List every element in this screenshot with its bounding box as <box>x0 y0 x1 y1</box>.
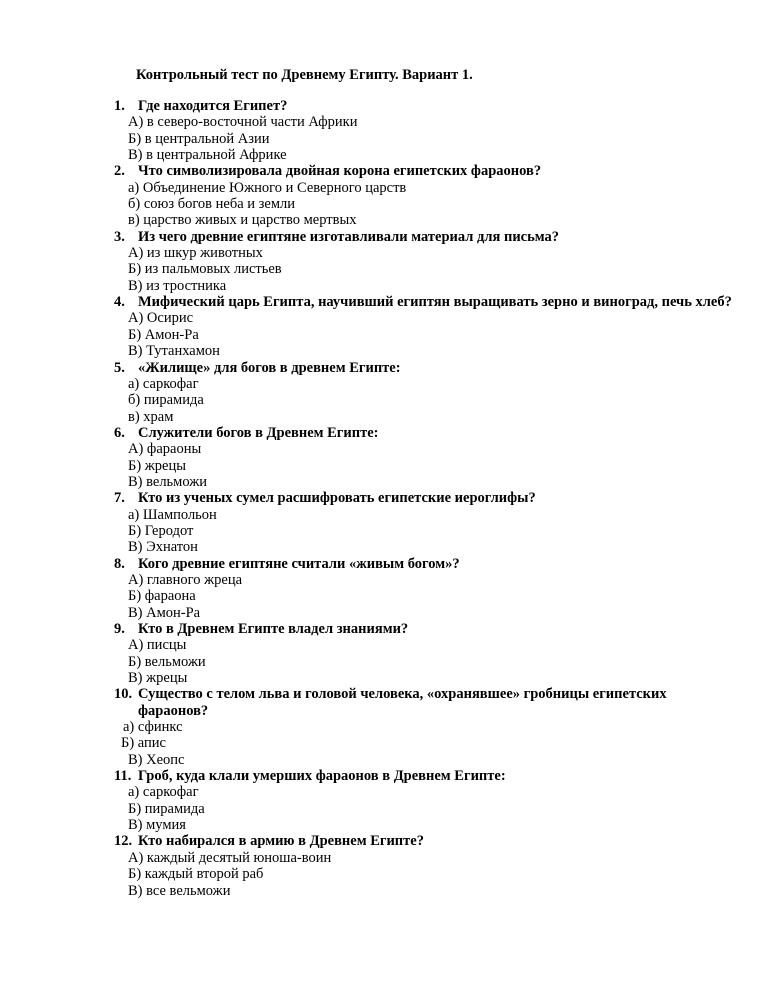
question-number: 1. <box>114 98 125 114</box>
question-line <box>114 768 734 784</box>
answer-option: А) писцы <box>128 637 187 654</box>
question-number: 7. <box>114 490 125 507</box>
question-line <box>114 833 734 849</box>
question-text: Где находится Египет? <box>138 98 288 114</box>
question-text: Что символизировала двойная корона египетских фараонов? <box>138 163 542 180</box>
question-6 <box>114 425 734 490</box>
answer-option: Б) вельможи <box>128 653 206 670</box>
question-number: 3. <box>114 228 125 245</box>
answer-option: а) Шампольон <box>128 506 217 523</box>
answer-option: А) главного жреца <box>128 571 243 588</box>
question-4 <box>114 294 734 359</box>
question-text: Из чего древние египтяне изготавливали материал для письма? <box>138 228 560 245</box>
answer-option: Б) каждый второй раб <box>128 866 264 883</box>
answer-option: В) Эхнатон <box>128 539 198 556</box>
question-11 <box>114 768 734 833</box>
answer-option: В) Амон-Ра <box>128 604 201 621</box>
answer-option: Б) фараона <box>128 588 196 605</box>
answer-option: В) жрецы <box>128 670 188 687</box>
question-3 <box>114 229 734 294</box>
answer-option: Б) жрецы <box>128 457 186 474</box>
question-text: Кто из ученых сумел расшифровать египетские иероглифы? <box>138 490 536 507</box>
question-line <box>114 425 734 441</box>
answer-option: В) Хеопс <box>128 751 185 768</box>
question-8 <box>114 556 734 621</box>
answer-option: В) в центральной Африке <box>128 147 287 164</box>
question-number: 9. <box>114 621 125 637</box>
page-title: Контрольный тест по Древнему Египту. Вариант 1. <box>136 67 473 83</box>
answer-option: В) все вельможи <box>128 882 231 899</box>
question-line <box>114 360 734 376</box>
question-line <box>114 229 734 245</box>
answer-option: А) фараоны <box>128 441 202 458</box>
question-text: Кто набирался в армию в Древнем Египте? <box>138 833 424 850</box>
question-2 <box>114 163 734 228</box>
answer-option: Б) Геродот <box>128 522 194 539</box>
answer-option: Б) пирамида <box>128 800 205 817</box>
answer-option: А) каждый десятый юноша-воин <box>128 849 332 866</box>
question-text: Служители богов в Древнем Египте: <box>138 424 379 441</box>
answer-option: А) в северо-восточной части Африки <box>128 114 358 131</box>
answer-option: в) царство живых и царство мертвых <box>128 212 357 229</box>
question-number: 4. <box>114 294 125 311</box>
question-number: 5. <box>114 359 125 376</box>
question-text: Мифический царь Египта, научивший египтян выращивать зерно и виноград, печь хлеб? <box>138 294 732 311</box>
question-number: 6. <box>114 424 125 441</box>
question-number: 2. <box>114 163 125 180</box>
question-text: Существо с телом льва и головой человека, «охранявшее» гробницы египетских фараонов? <box>138 686 667 719</box>
question-7 <box>114 490 734 555</box>
question-line <box>114 556 734 572</box>
question-line <box>114 98 734 114</box>
question-line <box>114 163 734 179</box>
answer-option: а) саркофаг <box>128 375 199 392</box>
answer-option: Б) Амон-Ра <box>128 326 199 343</box>
question-number: 10. <box>114 686 133 703</box>
question-line <box>114 294 734 310</box>
question-5 <box>114 360 734 425</box>
question-text: «Жилище» для богов в древнем Египте: <box>138 359 401 376</box>
question-12 <box>114 833 734 898</box>
answer-option: Б) апис <box>121 735 166 752</box>
answer-option: А) Осирис <box>128 310 194 327</box>
answer-option: а) Объединение Южного и Северного царств <box>128 179 407 196</box>
question-line <box>114 621 734 637</box>
answer-option: а) сфинкс <box>123 719 183 736</box>
question-text: Кого древние египтяне считали «живым богом»? <box>138 555 460 572</box>
answer-option: А) из шкур животных <box>128 245 263 262</box>
question-number: 11. <box>114 768 132 785</box>
answer-option: б) союз богов неба и земли <box>128 196 295 213</box>
answer-option: а) саркофаг <box>128 784 199 801</box>
question-9 <box>114 621 734 686</box>
answer-option: В) вельможи <box>128 473 208 490</box>
answer-option: В) мумия <box>128 817 186 834</box>
test-questions <box>114 98 734 899</box>
question-text: Гроб, куда клали умерших фараонов в Древнем Египте: <box>138 768 506 785</box>
question-line <box>114 490 734 506</box>
answer-option: В) Тутанхамон <box>128 343 220 360</box>
answer-option: б) пирамида <box>128 392 204 409</box>
answer-option: в) храм <box>128 408 174 425</box>
answer-option: Б) из пальмовых листьев <box>128 261 282 278</box>
question-number: 8. <box>114 555 125 572</box>
question-10 <box>114 686 734 768</box>
answer-option: В) из тростника <box>128 277 227 294</box>
question-line <box>114 686 734 719</box>
question-1 <box>114 98 734 163</box>
question-number: 12. <box>114 833 133 850</box>
question-text: Кто в Древнем Египте владел знаниями? <box>138 621 409 637</box>
answer-option: Б) в центральной Азии <box>128 130 270 147</box>
